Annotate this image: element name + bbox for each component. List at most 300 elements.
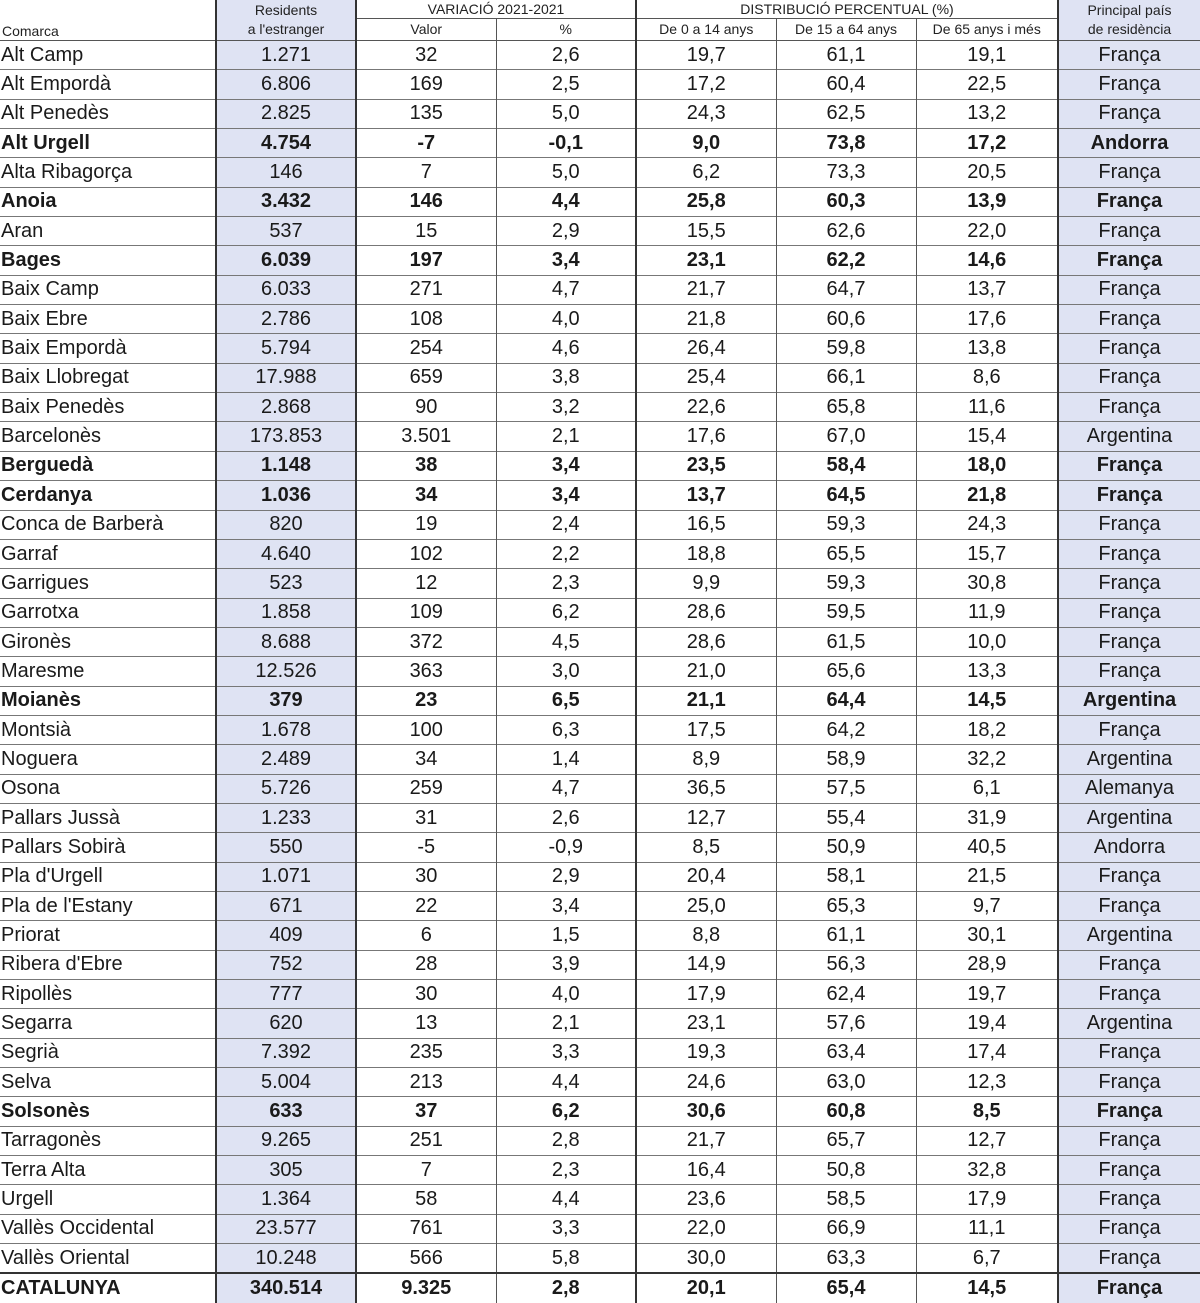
cell-pct: 3,3 <box>496 1038 636 1067</box>
cell-valor: 108 <box>356 305 496 334</box>
cell-residents: 146 <box>216 158 356 187</box>
cell-pct: 2,1 <box>496 1009 636 1038</box>
cell-residents: 6.039 <box>216 246 356 275</box>
cell-pais: França <box>1058 1038 1200 1067</box>
cell-comarca: Aran <box>0 217 216 246</box>
cell-age-65: 20,5 <box>916 158 1058 187</box>
total-row <box>0 1273 1200 1302</box>
cell-comarca: Garraf <box>0 539 216 568</box>
cell-pais: França <box>1058 246 1200 275</box>
cell-age-15-64: 65,5 <box>776 539 916 568</box>
cell-residents: 820 <box>216 510 356 539</box>
cell-age-65: 18,2 <box>916 715 1058 744</box>
cell-age-0-14: 8,5 <box>636 833 776 862</box>
cell-pais: França <box>1058 1214 1200 1243</box>
header-age-65: De 65 anys i més <box>916 19 1058 41</box>
cell-age-0-14: 21,0 <box>636 657 776 686</box>
cell-valor: 32 <box>356 41 496 70</box>
cell-valor: 213 <box>356 1068 496 1097</box>
cell-valor: 90 <box>356 393 496 422</box>
cell-valor: 31 <box>356 803 496 832</box>
cell-comarca: Baix Empordà <box>0 334 216 363</box>
cell-age-0-14: 30,0 <box>636 1244 776 1274</box>
cell-age-65: 17,2 <box>916 129 1058 158</box>
cell-comarca: Maresme <box>0 657 216 686</box>
total-comarca: CATALUNYA <box>0 1273 216 1302</box>
cell-age-65: 18,0 <box>916 451 1058 480</box>
cell-age-0-14: 21,7 <box>636 1126 776 1155</box>
cell-pct: 2,1 <box>496 422 636 451</box>
cell-pais: França <box>1058 598 1200 627</box>
header-residents-line1: Residents <box>216 0 356 19</box>
cell-age-15-64: 73,3 <box>776 158 916 187</box>
cell-comarca: Anoia <box>0 187 216 216</box>
cell-age-15-64: 62,5 <box>776 99 916 128</box>
cell-age-65: 15,7 <box>916 539 1058 568</box>
cell-valor: 12 <box>356 569 496 598</box>
cell-valor: 15 <box>356 217 496 246</box>
cell-pais: França <box>1058 539 1200 568</box>
cell-age-15-64: 60,6 <box>776 305 916 334</box>
cell-residents: 2.868 <box>216 393 356 422</box>
cell-residents: 9.265 <box>216 1126 356 1155</box>
cell-comarca: Conca de Barberà <box>0 510 216 539</box>
cell-age-15-64: 55,4 <box>776 803 916 832</box>
cell-valor: -5 <box>356 833 496 862</box>
cell-age-0-14: 25,8 <box>636 187 776 216</box>
cell-pct: 2,3 <box>496 1156 636 1185</box>
table-row <box>0 99 1200 128</box>
cell-age-65: 19,4 <box>916 1009 1058 1038</box>
cell-pais: França <box>1058 657 1200 686</box>
cell-residents: 1.858 <box>216 598 356 627</box>
cell-age-65: 13,8 <box>916 334 1058 363</box>
cell-age-15-64: 50,8 <box>776 1156 916 1185</box>
cell-pais: Andorra <box>1058 129 1200 158</box>
table-row <box>0 451 1200 480</box>
cell-pct: 3,0 <box>496 657 636 686</box>
cell-age-15-64: 50,9 <box>776 833 916 862</box>
cell-age-65: 8,5 <box>916 1097 1058 1126</box>
table-row <box>0 1009 1200 1038</box>
cell-pct: 4,7 <box>496 275 636 304</box>
cell-age-15-64: 58,5 <box>776 1185 916 1214</box>
cell-pct: 6,5 <box>496 686 636 715</box>
cell-age-65: 22,0 <box>916 217 1058 246</box>
cell-age-15-64: 58,9 <box>776 745 916 774</box>
cell-comarca: Gironès <box>0 627 216 656</box>
cell-comarca: Baix Llobregat <box>0 363 216 392</box>
cell-comarca: Baix Ebre <box>0 305 216 334</box>
cell-age-65: 11,1 <box>916 1214 1058 1243</box>
cell-residents: 8.688 <box>216 627 356 656</box>
cell-pct: 3,4 <box>496 451 636 480</box>
cell-residents: 409 <box>216 921 356 950</box>
cell-valor: 761 <box>356 1214 496 1243</box>
cell-pct: 2,5 <box>496 70 636 99</box>
cell-age-0-14: 21,1 <box>636 686 776 715</box>
cell-pais: França <box>1058 891 1200 920</box>
cell-pct: 6,2 <box>496 1097 636 1126</box>
cell-comarca: Alt Urgell <box>0 129 216 158</box>
cell-pct: 4,6 <box>496 334 636 363</box>
header-variacio: VARIACIÓ 2021-2021 <box>356 0 636 19</box>
cell-age-15-64: 57,5 <box>776 774 916 803</box>
cell-comarca: Berguedà <box>0 451 216 480</box>
cell-comarca: Terra Alta <box>0 1156 216 1185</box>
cell-age-0-14: 17,9 <box>636 980 776 1009</box>
cell-age-65: 21,8 <box>916 481 1058 510</box>
cell-age-65: 22,5 <box>916 70 1058 99</box>
cell-residents: 5.004 <box>216 1068 356 1097</box>
cell-pais: França <box>1058 950 1200 979</box>
cell-residents: 12.526 <box>216 657 356 686</box>
table-body <box>0 41 1200 1303</box>
cell-age-15-64: 61,5 <box>776 627 916 656</box>
cell-age-15-64: 64,2 <box>776 715 916 744</box>
cell-residents: 620 <box>216 1009 356 1038</box>
total-valor: 9.325 <box>356 1273 496 1302</box>
cell-residents: 6.806 <box>216 70 356 99</box>
cell-age-15-64: 60,4 <box>776 70 916 99</box>
cell-pct: 4,5 <box>496 627 636 656</box>
cell-age-15-64: 63,0 <box>776 1068 916 1097</box>
cell-pct: 4,4 <box>496 1185 636 1214</box>
cell-comarca: Alt Camp <box>0 41 216 70</box>
cell-residents: 550 <box>216 833 356 862</box>
cell-age-0-14: 22,6 <box>636 393 776 422</box>
cell-pct: 2,4 <box>496 510 636 539</box>
cell-residents: 2.825 <box>216 99 356 128</box>
cell-pct: 2,9 <box>496 862 636 891</box>
cell-valor: 37 <box>356 1097 496 1126</box>
cell-pais: França <box>1058 334 1200 363</box>
cell-age-0-14: 17,2 <box>636 70 776 99</box>
cell-age-65: 14,5 <box>916 686 1058 715</box>
cell-age-15-64: 63,4 <box>776 1038 916 1067</box>
table-row <box>0 803 1200 832</box>
cell-age-65: 17,4 <box>916 1038 1058 1067</box>
cell-pais: França <box>1058 862 1200 891</box>
cell-valor: -7 <box>356 129 496 158</box>
cell-age-0-14: 23,1 <box>636 1009 776 1038</box>
cell-pct: 6,2 <box>496 598 636 627</box>
cell-valor: 271 <box>356 275 496 304</box>
cell-residents: 777 <box>216 980 356 1009</box>
total-pais: França <box>1058 1273 1200 1302</box>
cell-pct: 3,2 <box>496 393 636 422</box>
cell-comarca: Alt Penedès <box>0 99 216 128</box>
cell-age-0-14: 21,7 <box>636 275 776 304</box>
cell-valor: 363 <box>356 657 496 686</box>
cell-pais: Argentina <box>1058 745 1200 774</box>
cell-age-65: 6,7 <box>916 1244 1058 1274</box>
cell-valor: 28 <box>356 950 496 979</box>
cell-age-15-64: 73,8 <box>776 129 916 158</box>
total-pct: 2,8 <box>496 1273 636 1302</box>
cell-valor: 34 <box>356 745 496 774</box>
cell-pais: França <box>1058 451 1200 480</box>
total-age-15-64: 65,4 <box>776 1273 916 1302</box>
cell-pct: 3,3 <box>496 1214 636 1243</box>
cell-pais: França <box>1058 158 1200 187</box>
header-comarca: Comarca <box>2 23 59 39</box>
cell-age-65: 30,8 <box>916 569 1058 598</box>
cell-age-0-14: 23,5 <box>636 451 776 480</box>
cell-age-15-64: 61,1 <box>776 921 916 950</box>
cell-residents: 1.271 <box>216 41 356 70</box>
cell-age-65: 12,3 <box>916 1068 1058 1097</box>
cell-comarca: Pla de l'Estany <box>0 891 216 920</box>
cell-comarca: Alt Empordà <box>0 70 216 99</box>
cell-comarca: Vallès Oriental <box>0 1244 216 1274</box>
table-row <box>0 305 1200 334</box>
cell-age-15-64: 65,8 <box>776 393 916 422</box>
cell-valor: 566 <box>356 1244 496 1274</box>
cell-residents: 4.640 <box>216 539 356 568</box>
cell-pais: França <box>1058 1156 1200 1185</box>
cell-comarca: Alta Ribagorça <box>0 158 216 187</box>
cell-valor: 259 <box>356 774 496 803</box>
header-pais-line2: de residència <box>1058 19 1200 41</box>
cell-comarca: Montsià <box>0 715 216 744</box>
cell-age-0-14: 6,2 <box>636 158 776 187</box>
cell-age-0-14: 36,5 <box>636 774 776 803</box>
cell-pais: França <box>1058 41 1200 70</box>
cell-age-15-64: 65,6 <box>776 657 916 686</box>
cell-age-15-64: 60,3 <box>776 187 916 216</box>
cell-residents: 671 <box>216 891 356 920</box>
cell-age-15-64: 59,3 <box>776 569 916 598</box>
cell-age-0-14: 21,8 <box>636 305 776 334</box>
cell-comarca: Selva <box>0 1068 216 1097</box>
cell-age-15-64: 65,7 <box>776 1126 916 1155</box>
cell-age-0-14: 25,4 <box>636 363 776 392</box>
cell-pct: 3,4 <box>496 891 636 920</box>
cell-age-0-14: 19,3 <box>636 1038 776 1067</box>
cell-valor: 19 <box>356 510 496 539</box>
table-row <box>0 1156 1200 1185</box>
cell-comarca: Tarragonès <box>0 1126 216 1155</box>
cell-residents: 5.726 <box>216 774 356 803</box>
cell-age-0-14: 30,6 <box>636 1097 776 1126</box>
cell-age-15-64: 59,8 <box>776 334 916 363</box>
cell-age-65: 9,7 <box>916 891 1058 920</box>
cell-comarca: Pallars Jussà <box>0 803 216 832</box>
table-row <box>0 774 1200 803</box>
cell-valor: 23 <box>356 686 496 715</box>
cell-age-15-64: 65,3 <box>776 891 916 920</box>
cell-comarca: Bages <box>0 246 216 275</box>
cell-pct: 3,9 <box>496 950 636 979</box>
cell-comarca: Pla d'Urgell <box>0 862 216 891</box>
cell-age-15-64: 59,5 <box>776 598 916 627</box>
cell-age-15-64: 56,3 <box>776 950 916 979</box>
cell-age-65: 13,7 <box>916 275 1058 304</box>
cell-age-15-64: 60,8 <box>776 1097 916 1126</box>
cell-age-65: 14,6 <box>916 246 1058 275</box>
cell-comarca: Ripollès <box>0 980 216 1009</box>
table-row <box>0 1126 1200 1155</box>
header-pct: % <box>496 19 636 41</box>
cell-pct: 3,4 <box>496 246 636 275</box>
table-row <box>0 950 1200 979</box>
cell-residents: 523 <box>216 569 356 598</box>
cell-pais: França <box>1058 1097 1200 1126</box>
cell-pct: -0,9 <box>496 833 636 862</box>
cell-comarca: Noguera <box>0 745 216 774</box>
cell-age-15-64: 61,1 <box>776 41 916 70</box>
cell-comarca: Priorat <box>0 921 216 950</box>
cell-pct: 4,4 <box>496 187 636 216</box>
cell-age-0-14: 20,4 <box>636 862 776 891</box>
cell-age-0-14: 9,9 <box>636 569 776 598</box>
cell-residents: 3.432 <box>216 187 356 216</box>
cell-age-0-14: 9,0 <box>636 129 776 158</box>
cell-residents: 4.754 <box>216 129 356 158</box>
table-row <box>0 393 1200 422</box>
table-row <box>0 1185 1200 1214</box>
cell-age-65: 21,5 <box>916 862 1058 891</box>
cell-pct: 1,5 <box>496 921 636 950</box>
cell-pais: França <box>1058 217 1200 246</box>
cell-pct: 2,6 <box>496 41 636 70</box>
table-row <box>0 158 1200 187</box>
cell-valor: 109 <box>356 598 496 627</box>
cell-residents: 1.233 <box>216 803 356 832</box>
cell-valor: 22 <box>356 891 496 920</box>
cell-pais: França <box>1058 715 1200 744</box>
header-valor: Valor <box>356 19 496 41</box>
cell-pais: França <box>1058 1244 1200 1274</box>
cell-residents: 6.033 <box>216 275 356 304</box>
table-row <box>0 539 1200 568</box>
cell-age-65: 12,7 <box>916 1126 1058 1155</box>
cell-comarca: Garrigues <box>0 569 216 598</box>
cell-valor: 372 <box>356 627 496 656</box>
cell-residents: 633 <box>216 1097 356 1126</box>
cell-age-65: 17,6 <box>916 305 1058 334</box>
cell-valor: 100 <box>356 715 496 744</box>
table-row <box>0 275 1200 304</box>
cell-age-65: 13,3 <box>916 657 1058 686</box>
cell-pais: França <box>1058 70 1200 99</box>
cell-residents: 10.248 <box>216 1244 356 1274</box>
cell-age-0-14: 26,4 <box>636 334 776 363</box>
cell-age-0-14: 24,3 <box>636 99 776 128</box>
cell-comarca: Baix Camp <box>0 275 216 304</box>
cell-comarca: Pallars Sobirà <box>0 833 216 862</box>
cell-age-0-14: 22,0 <box>636 1214 776 1243</box>
cell-age-65: 28,9 <box>916 950 1058 979</box>
cell-age-15-64: 62,2 <box>776 246 916 275</box>
cell-comarca: Segrià <box>0 1038 216 1067</box>
cell-age-0-14: 24,6 <box>636 1068 776 1097</box>
cell-pct: 5,8 <box>496 1244 636 1274</box>
cell-pct: 2,9 <box>496 217 636 246</box>
cell-age-0-14: 28,6 <box>636 627 776 656</box>
table-row <box>0 481 1200 510</box>
table-row <box>0 833 1200 862</box>
cell-pais: França <box>1058 99 1200 128</box>
cell-residents: 173.853 <box>216 422 356 451</box>
table-row <box>0 363 1200 392</box>
cell-residents: 1.148 <box>216 451 356 480</box>
table-row <box>0 217 1200 246</box>
cell-valor: 169 <box>356 70 496 99</box>
cell-age-65: 30,1 <box>916 921 1058 950</box>
cell-comarca: Cerdanya <box>0 481 216 510</box>
table-row <box>0 1097 1200 1126</box>
table-header <box>0 0 1200 41</box>
cell-age-65: 11,9 <box>916 598 1058 627</box>
cell-age-65: 24,3 <box>916 510 1058 539</box>
table-row <box>0 41 1200 70</box>
cell-age-15-64: 58,1 <box>776 862 916 891</box>
table-row <box>0 598 1200 627</box>
header-age-15-64: De 15 a 64 anys <box>776 19 916 41</box>
table-row <box>0 1038 1200 1067</box>
cell-pct: -0,1 <box>496 129 636 158</box>
cell-age-65: 13,9 <box>916 187 1058 216</box>
table-row <box>0 1244 1200 1274</box>
cell-age-65: 19,1 <box>916 41 1058 70</box>
cell-residents: 1.364 <box>216 1185 356 1214</box>
cell-residents: 23.577 <box>216 1214 356 1243</box>
cell-pais: França <box>1058 569 1200 598</box>
cell-residents: 537 <box>216 217 356 246</box>
cell-age-65: 13,2 <box>916 99 1058 128</box>
cell-pais: Argentina <box>1058 686 1200 715</box>
table-row <box>0 510 1200 539</box>
cell-age-0-14: 23,6 <box>636 1185 776 1214</box>
total-age-0-14: 20,1 <box>636 1273 776 1302</box>
cell-comarca: Solsonès <box>0 1097 216 1126</box>
cell-valor: 30 <box>356 980 496 1009</box>
cell-residents: 7.392 <box>216 1038 356 1067</box>
cell-age-0-14: 23,1 <box>636 246 776 275</box>
table-row <box>0 187 1200 216</box>
header-distribucio: DISTRIBUCIÓ PERCENTUAL (%) <box>636 0 1058 19</box>
cell-valor: 7 <box>356 1156 496 1185</box>
cell-comarca: Urgell <box>0 1185 216 1214</box>
cell-age-15-64: 58,4 <box>776 451 916 480</box>
table-row <box>0 627 1200 656</box>
total-age-65: 14,5 <box>916 1273 1058 1302</box>
cell-age-0-14: 16,4 <box>636 1156 776 1185</box>
cell-age-65: 32,8 <box>916 1156 1058 1185</box>
header-residents-line2: a l'estranger <box>216 19 356 41</box>
cell-pais: Argentina <box>1058 1009 1200 1038</box>
cell-age-0-14: 16,5 <box>636 510 776 539</box>
cell-age-0-14: 14,9 <box>636 950 776 979</box>
cell-pct: 2,3 <box>496 569 636 598</box>
cell-age-15-64: 62,6 <box>776 217 916 246</box>
cell-age-65: 15,4 <box>916 422 1058 451</box>
cell-age-15-64: 67,0 <box>776 422 916 451</box>
cell-age-65: 40,5 <box>916 833 1058 862</box>
cell-residents: 17.988 <box>216 363 356 392</box>
table-row <box>0 1068 1200 1097</box>
cell-residents: 379 <box>216 686 356 715</box>
cell-valor: 102 <box>356 539 496 568</box>
cell-pct: 3,4 <box>496 481 636 510</box>
cell-age-0-14: 18,8 <box>636 539 776 568</box>
cell-valor: 235 <box>356 1038 496 1067</box>
cell-valor: 251 <box>356 1126 496 1155</box>
cell-age-0-14: 15,5 <box>636 217 776 246</box>
cell-valor: 38 <box>356 451 496 480</box>
